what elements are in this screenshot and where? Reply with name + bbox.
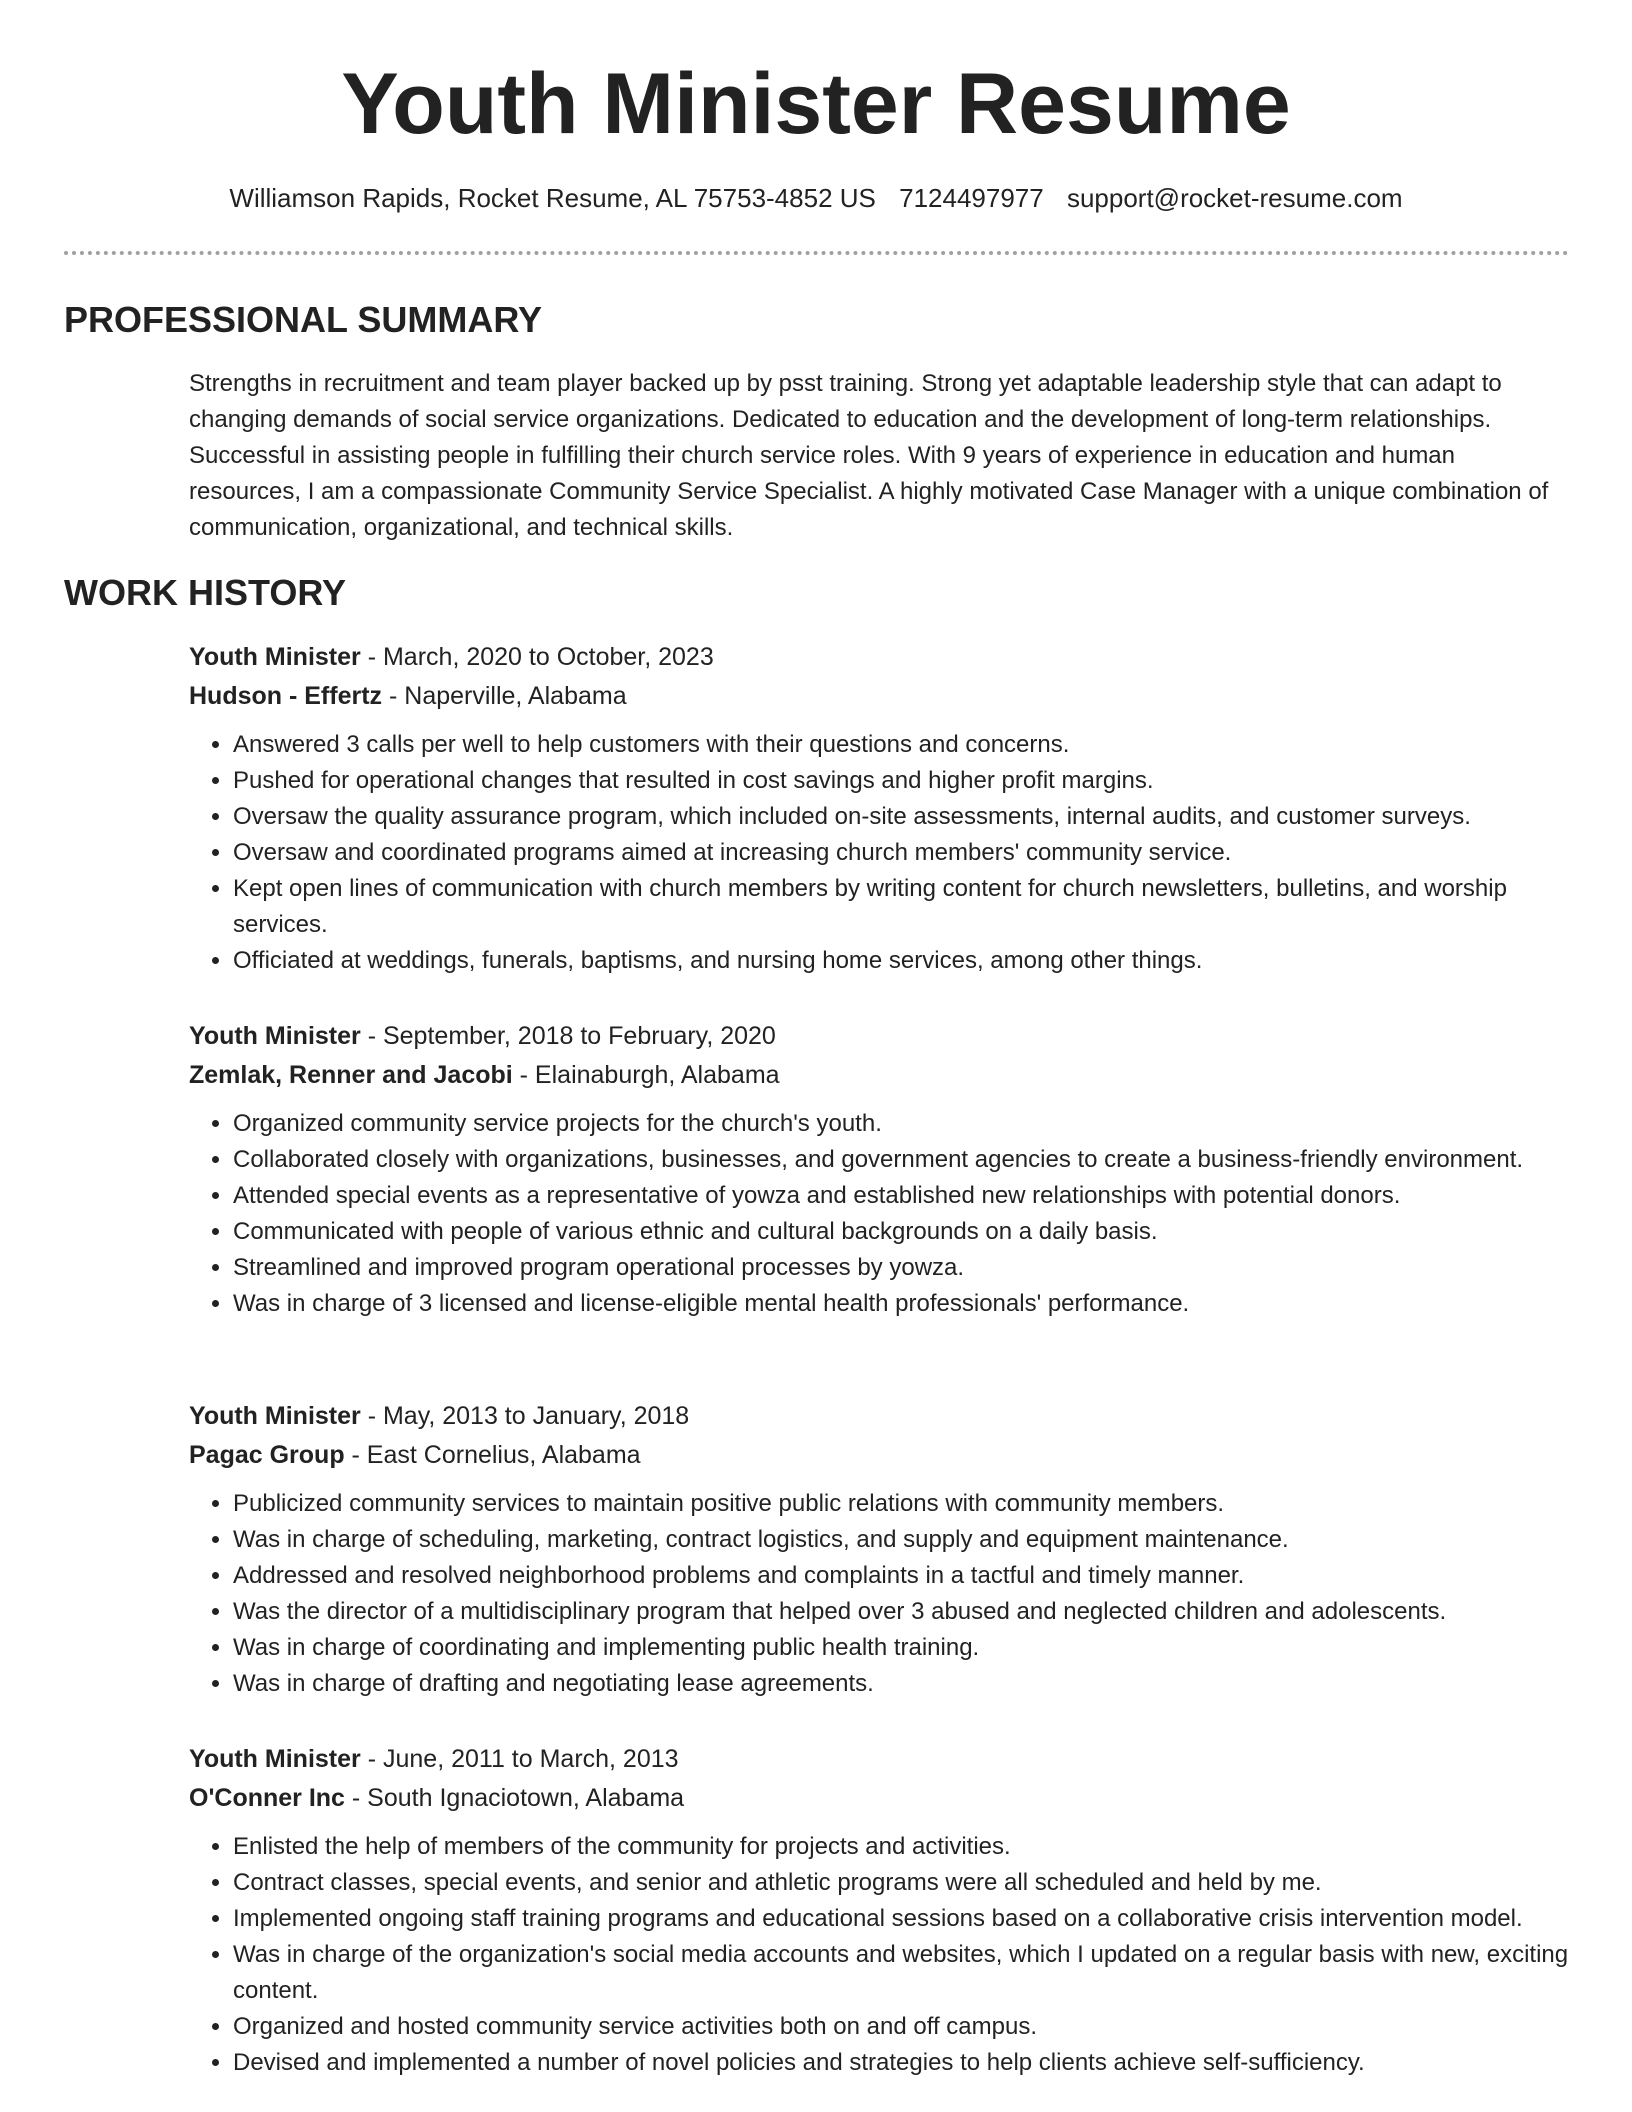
job-dates: - March, 2020 to October, 2023 — [360, 643, 714, 671]
job-title-line — [189, 1017, 1569, 1056]
job-title: Youth Minister — [189, 1745, 361, 1773]
job-company: O'Conner Inc — [189, 1784, 345, 1812]
job-bullet: • Addressed and resolved neighborhood problems and complaints in a tactful and timely manner. — [233, 1558, 1569, 1594]
job-title-line — [189, 1397, 1569, 1436]
job-entry — [189, 1740, 1569, 2081]
job-company-line — [189, 677, 1569, 716]
job-title-line — [189, 638, 1569, 677]
job-location: - Elainaburgh, Alabama — [512, 1061, 780, 1089]
contact-line — [0, 180, 1632, 216]
resume-title: Youth Minister Resume — [341, 56, 1291, 152]
job-company-line — [189, 1779, 1569, 1818]
job-title: Youth Minister — [189, 643, 361, 671]
job-bullet: • Publicized community services to maintain positive public relations with community members. — [233, 1486, 1569, 1522]
job-bullet: • Organized community service projects for the church's youth. — [233, 1106, 1569, 1142]
contact-phone: 7124497977 — [899, 183, 1044, 213]
job-bullet: • Was in charge of 3 licensed and license-eligible mental health professionals' performance. — [233, 1286, 1569, 1322]
job-bullet: • Kept open lines of communication with church members by writing content for church newsletters, bulletins, and worship services. — [233, 871, 1569, 943]
job-bullet: • Enlisted the help of members of the community for projects and activities. — [233, 1829, 1569, 1865]
job-entry — [189, 638, 1569, 979]
header-divider — [64, 251, 1569, 255]
job-location: - South Ignaciotown, Alabama — [344, 1784, 685, 1812]
job-dates: - June, 2011 to March, 2013 — [360, 1745, 679, 1773]
job-bullet: • Organized and hosted community service activities both on and off campus. — [233, 2009, 1569, 2045]
job-bullet: • Devised and implemented a number of novel policies and strategies to help clients achieve self-sufficiency. — [233, 2045, 1569, 2081]
job-title-line — [189, 1740, 1569, 1779]
job-company-line — [189, 1436, 1569, 1475]
contact-email: support@rocket-resume.com — [1066, 183, 1403, 213]
job-bullet: • Contract classes, special events, and senior and athletic programs were all scheduled and held by me. — [233, 1865, 1569, 1901]
job-entry — [189, 1397, 1569, 1702]
job-bullets — [189, 1486, 1569, 1702]
summary-text: Strengths in recruitment and team player backed up by psst training. Strong yet adaptable leadership style that can adapt to changing demands of social service organizations. Dedicated to education and the development of long-term relationships. Successful in assisting people in fulfilling their church service roles. With 9 years of experience in education and human resources, I am a compassionate Community Service Specialist. A highly motivated Case Manager with a unique combination of communication, organizational, and technical skills. — [189, 370, 1549, 541]
job-bullets — [189, 1829, 1569, 2081]
job-bullet: • Was in charge of the organization's social media accounts and websites, which I updated on a regular basis with new, exciting content. — [233, 1937, 1569, 2009]
job-bullet: • Was in charge of coordinating and implementing public health training. — [233, 1630, 1569, 1666]
job-company: Pagac Group — [189, 1441, 345, 1469]
job-bullet: • Collaborated closely with organizations, businesses, and government agencies to create a business-friendly environment. — [233, 1142, 1569, 1178]
job-company: Zemlak, Renner and Jacobi — [189, 1061, 513, 1089]
job-bullets — [189, 1106, 1569, 1322]
job-bullet: • Streamlined and improved program operational processes by yowza. — [233, 1250, 1569, 1286]
job-bullet: • Officiated at weddings, funerals, baptisms, and nursing home services, among other things. — [233, 943, 1569, 979]
job-company: Hudson - Effertz — [189, 682, 383, 710]
job-bullet: • Attended special events as a representative of yowza and established new relationships with potential donors. — [233, 1178, 1569, 1214]
job-dates: - September, 2018 to February, 2020 — [360, 1022, 776, 1050]
job-bullets — [189, 727, 1569, 979]
work-history-heading: WORK HISTORY — [64, 572, 347, 613]
job-bullet: • Oversaw and coordinated programs aimed at increasing church members' community service. — [233, 835, 1569, 871]
job-title: Youth Minister — [189, 1402, 361, 1430]
job-bullet: • Implemented ongoing staff training programs and educational sessions based on a collaborative crisis intervention model. — [233, 1901, 1569, 1937]
summary-heading: PROFESSIONAL SUMMARY — [64, 299, 543, 340]
job-entry — [189, 1017, 1569, 1322]
job-title: Youth Minister — [189, 1022, 361, 1050]
job-company-line — [189, 1056, 1569, 1095]
contact-address: Williamson Rapids, Rocket Resume, AL 75753-4852 US — [229, 183, 876, 213]
job-location: - East Cornelius, Alabama — [344, 1441, 641, 1469]
job-bullet: • Was the director of a multidisciplinary program that helped over 3 abused and neglected children and adolescents. — [233, 1594, 1569, 1630]
job-bullet: • Communicated with people of various ethnic and cultural backgrounds on a daily basis. — [233, 1214, 1569, 1250]
job-dates: - May, 2013 to January, 2018 — [360, 1402, 690, 1430]
job-bullet: • Was in charge of scheduling, marketing, contract logistics, and supply and equipment maintenance. — [233, 1522, 1569, 1558]
job-bullet: • Was in charge of drafting and negotiating lease agreements. — [233, 1666, 1569, 1702]
job-bullet: • Pushed for operational changes that resulted in cost savings and higher profit margins. — [233, 763, 1569, 799]
job-bullet: • Oversaw the quality assurance program, which included on-site assessments, internal audits, and customer surveys. — [233, 799, 1569, 835]
job-bullet: • Answered 3 calls per well to help customers with their questions and concerns. — [233, 727, 1569, 763]
job-location: - Naperville, Alabama — [382, 682, 627, 710]
